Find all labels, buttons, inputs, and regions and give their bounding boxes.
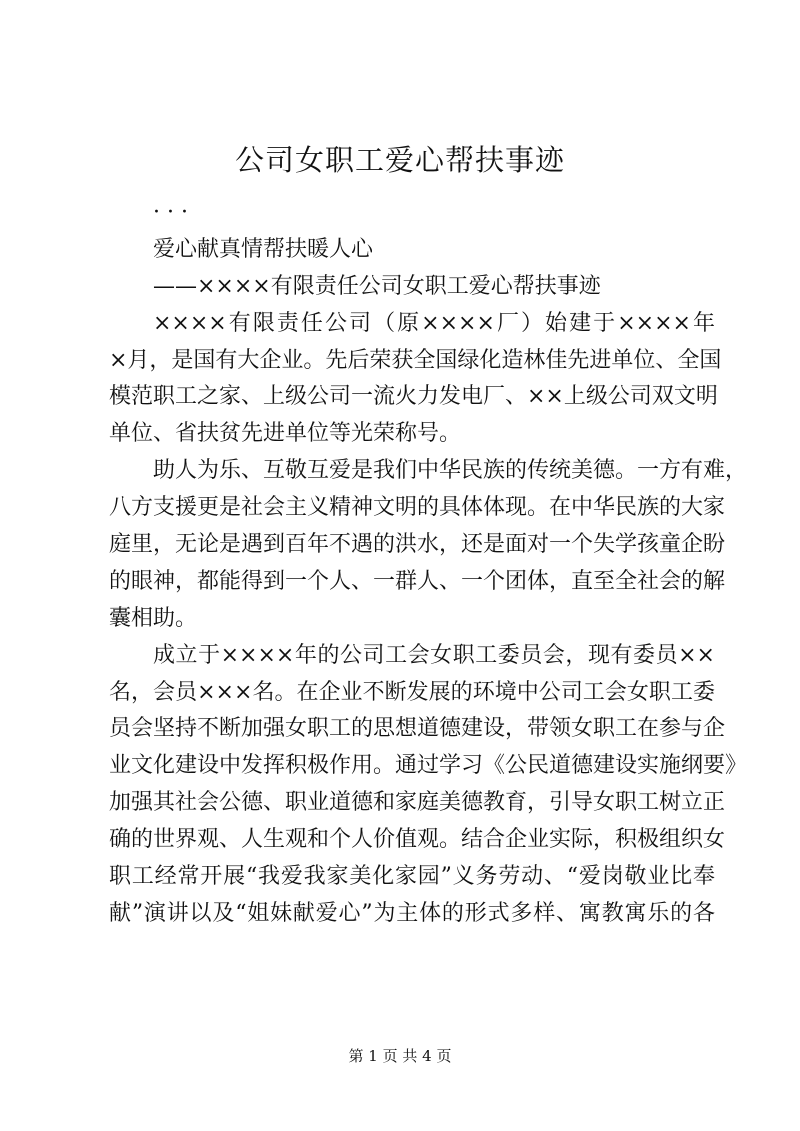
document-body [109, 195, 748, 933]
page-footer: 第 1 页 共 4 页 [348, 1047, 452, 1065]
body-line: 业文化建设中发挥积极作用。通过学习《公民道德建设实施纲要》 [109, 753, 748, 779]
document-title: 公司女职工爱心帮扶事迹 [234, 143, 565, 177]
body-line: 庭里，无论是遇到百年不遇的洪水，还是面对一个失学孩童企盼 [109, 532, 726, 558]
body-line: 囊相助。 [109, 605, 198, 631]
body-line: 模范职工之家、上级公司一流火力发电厂、××上级公司双文明 [109, 384, 718, 410]
body-line: 八方支援更是社会主义精神文明的具体体现。在中华民族的大家 [109, 495, 726, 521]
body-line: 确的世界观、人生观和个人价值观。结合企业实际，积极组织女 [109, 827, 726, 853]
body-line: ××××有限责任公司（原××××厂）始建于××××年 [153, 310, 715, 336]
body-line: 员会坚持不断加强女职工的思想道德建设，带领女职工在参与企 [109, 716, 726, 742]
body-line: ×月，是国有大企业。先后荣获全国绿化造林佳先进单位、全国 [109, 347, 722, 373]
body-line: 成立于××××年的公司工会女职工委员会，现有委员×× [153, 642, 715, 668]
body-line: ——××××有限责任公司女职工爱心帮扶事迹 [153, 273, 601, 299]
body-line: 单位、省扶贫先进单位等光荣称号。 [109, 421, 462, 447]
body-line: · · · [153, 200, 188, 225]
body-line: 的眼神，都能得到一个人、一群人、一个团体，直至全社会的解 [109, 568, 726, 594]
body-line: 爱心献真情帮扶暖人心 [153, 236, 374, 262]
body-line: 职工经常开展“我爱我家美化家园”义务劳动、“爱岗敬业比奉 [109, 864, 715, 890]
body-line: 名，会员×××名。在企业不断发展的环境中公司工会女职工委 [109, 679, 715, 705]
body-line: 加强其社会公德、职业道德和家庭美德教育，引导女职工树立正 [109, 790, 726, 816]
body-line: 助人为乐、互敬互爱是我们中华民族的传统美德。一方有难， [153, 458, 748, 484]
body-line: 献”演讲以及“姐妹献爱心”为主体的形式多样、寓教寓乐的各 [109, 900, 715, 926]
